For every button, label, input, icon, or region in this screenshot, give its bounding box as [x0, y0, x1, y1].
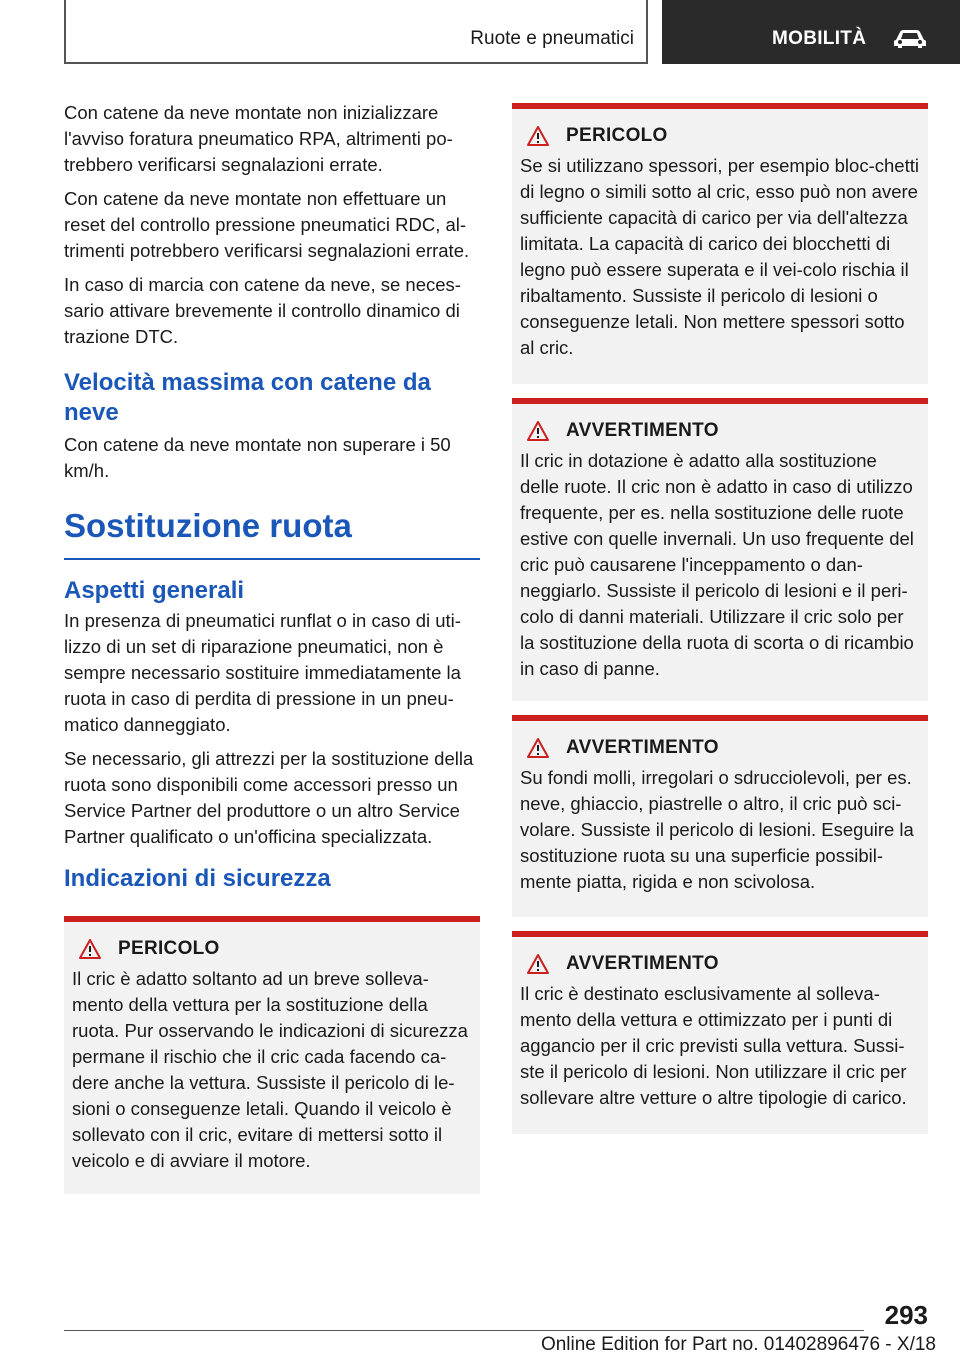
warning-box	[512, 715, 928, 917]
warning-triangle-icon	[526, 420, 550, 442]
warning-triangle-icon	[526, 953, 550, 975]
footer-edition: Online Edition for Part no. 01402896476 - X/18	[540, 1334, 936, 1355]
general-paragraph-2: Se necessario, gli attrezzi per la sostituzione della ruota sono disponibili come accessori presso un Service Partner del produttore o un altro Service Partner qualificato o un'officina specializzata.	[64, 748, 474, 847]
warning-title: AVVERTIMENTO	[566, 953, 719, 974]
section-title: Ruote e pneumatici	[470, 28, 634, 49]
warning-box	[512, 103, 928, 384]
general-heading: Aspetti generali	[64, 577, 245, 604]
warning-triangle-icon	[78, 938, 102, 960]
warning-text: Il cric è destinato esclusivamente al solleva-mento della vettura e ottimizzato per i punti di aggancio per il cric previsti sulla vettura. Sussi-ste il pericolo di lesioni. Non utilizzare il cric per sollevare altre vetture o altre tipologie di carico.	[520, 983, 907, 1108]
warning-triangle-icon	[526, 737, 550, 759]
warning-box	[512, 931, 928, 1134]
right-column	[512, 103, 928, 1134]
general-paragraph-1: In presenza di pneumatici runflat o in caso di uti-lizzo di un set di riparazione pneumatici, non è sempre necessario sostituire immediatamente la ruota in caso di perdita di pressione in un pneu-matico danneggiato.	[64, 610, 461, 735]
warning-title: PERICOLO	[118, 938, 220, 959]
warning-text: Se si utilizzano spessori, per esempio bloc-chetti di legno o simili sotto al cric, esso può non avere sufficiente capacità di carico per via dell'altezza limitata. La capacità di carico dei blocchetti di legno può essere superata e il vei-colo rischia il ribaltamento. Sussiste il pericolo di lesioni o conseguenze letali. Non mettere spessori sotto al cric.	[520, 155, 919, 358]
intro-paragraph-1: Con catene da neve montate non inizializzare l'avviso foratura pneumatico RPA, altrimenti po-trebbero verificarsi segnalazioni errate.	[64, 102, 453, 175]
page-number: 293	[884, 1300, 928, 1330]
intro-paragraph-2: Con catene da neve montate non effettuare un reset del controllo pressione pneumatici RDC, al-trimenti potrebbero verificarsi segnalazioni errate.	[64, 188, 470, 261]
intro-paragraph-3: In caso di marcia con catene da neve, se neces-sario attivare brevemente il controllo dinamico di trazione DTC.	[64, 274, 461, 347]
warning-title: PERICOLO	[566, 125, 668, 146]
main-heading: Sostituzione ruota	[64, 506, 480, 560]
warning-box	[512, 398, 928, 701]
car-icon	[892, 28, 928, 50]
warning-box	[64, 916, 480, 1194]
warning-title: AVVERTIMENTO	[566, 737, 719, 758]
left-column	[64, 100, 480, 1194]
speed-heading: Velocità massima con catene da neve	[64, 369, 431, 426]
chapter-title: MOBILITÀ	[772, 28, 867, 49]
footer-divider	[64, 1330, 864, 1331]
warning-text: Su fondi molli, irregolari o sdrucciolevoli, per es. neve, ghiaccio, piastrelle o altro, il cric può sci-volare. Sussiste il pericolo di lesioni. Eseguire la sostituzione ruota su una superficie possibil-mente piatta, rigida e non scivolosa.	[520, 767, 914, 892]
header-section-tab	[64, 0, 648, 64]
safety-heading: Indicazioni di sicurezza	[64, 865, 331, 892]
warning-text: Il cric in dotazione è adatto alla sostituzione delle ruote. Il cric non è adatto in caso di utilizzo frequente, per es. nella sostituzione delle ruote estive con quelle invernali. Un uso frequente del cric può causarene l'inceppamento o dan-neggiarlo. Sussiste il pericolo di lesioni e il peri-colo di danni materiali. Utilizzare il cric solo per la sostituzione della ruota di scorta o di ricambio in caso di panne.	[520, 450, 914, 679]
warning-triangle-icon	[526, 125, 550, 147]
warning-title: AVVERTIMENTO	[566, 420, 719, 441]
speed-paragraph: Con catene da neve montate non superare i 50 km/h.	[64, 434, 451, 481]
warning-text: Il cric è adatto soltanto ad un breve solleva-mento della vettura per la sostituzione della ruota. Pur osservando le indicazioni di sicurezza permane il rischio che il cric cada facendo ca-dere anche la vettura. Sussiste il pericolo di le-sioni o conseguenze letali. Quando il veicolo è sollevato con il cric, evitare di mettersi sotto il veicolo e di avviare il motore.	[72, 968, 468, 1171]
header-chapter-tab	[662, 0, 960, 64]
